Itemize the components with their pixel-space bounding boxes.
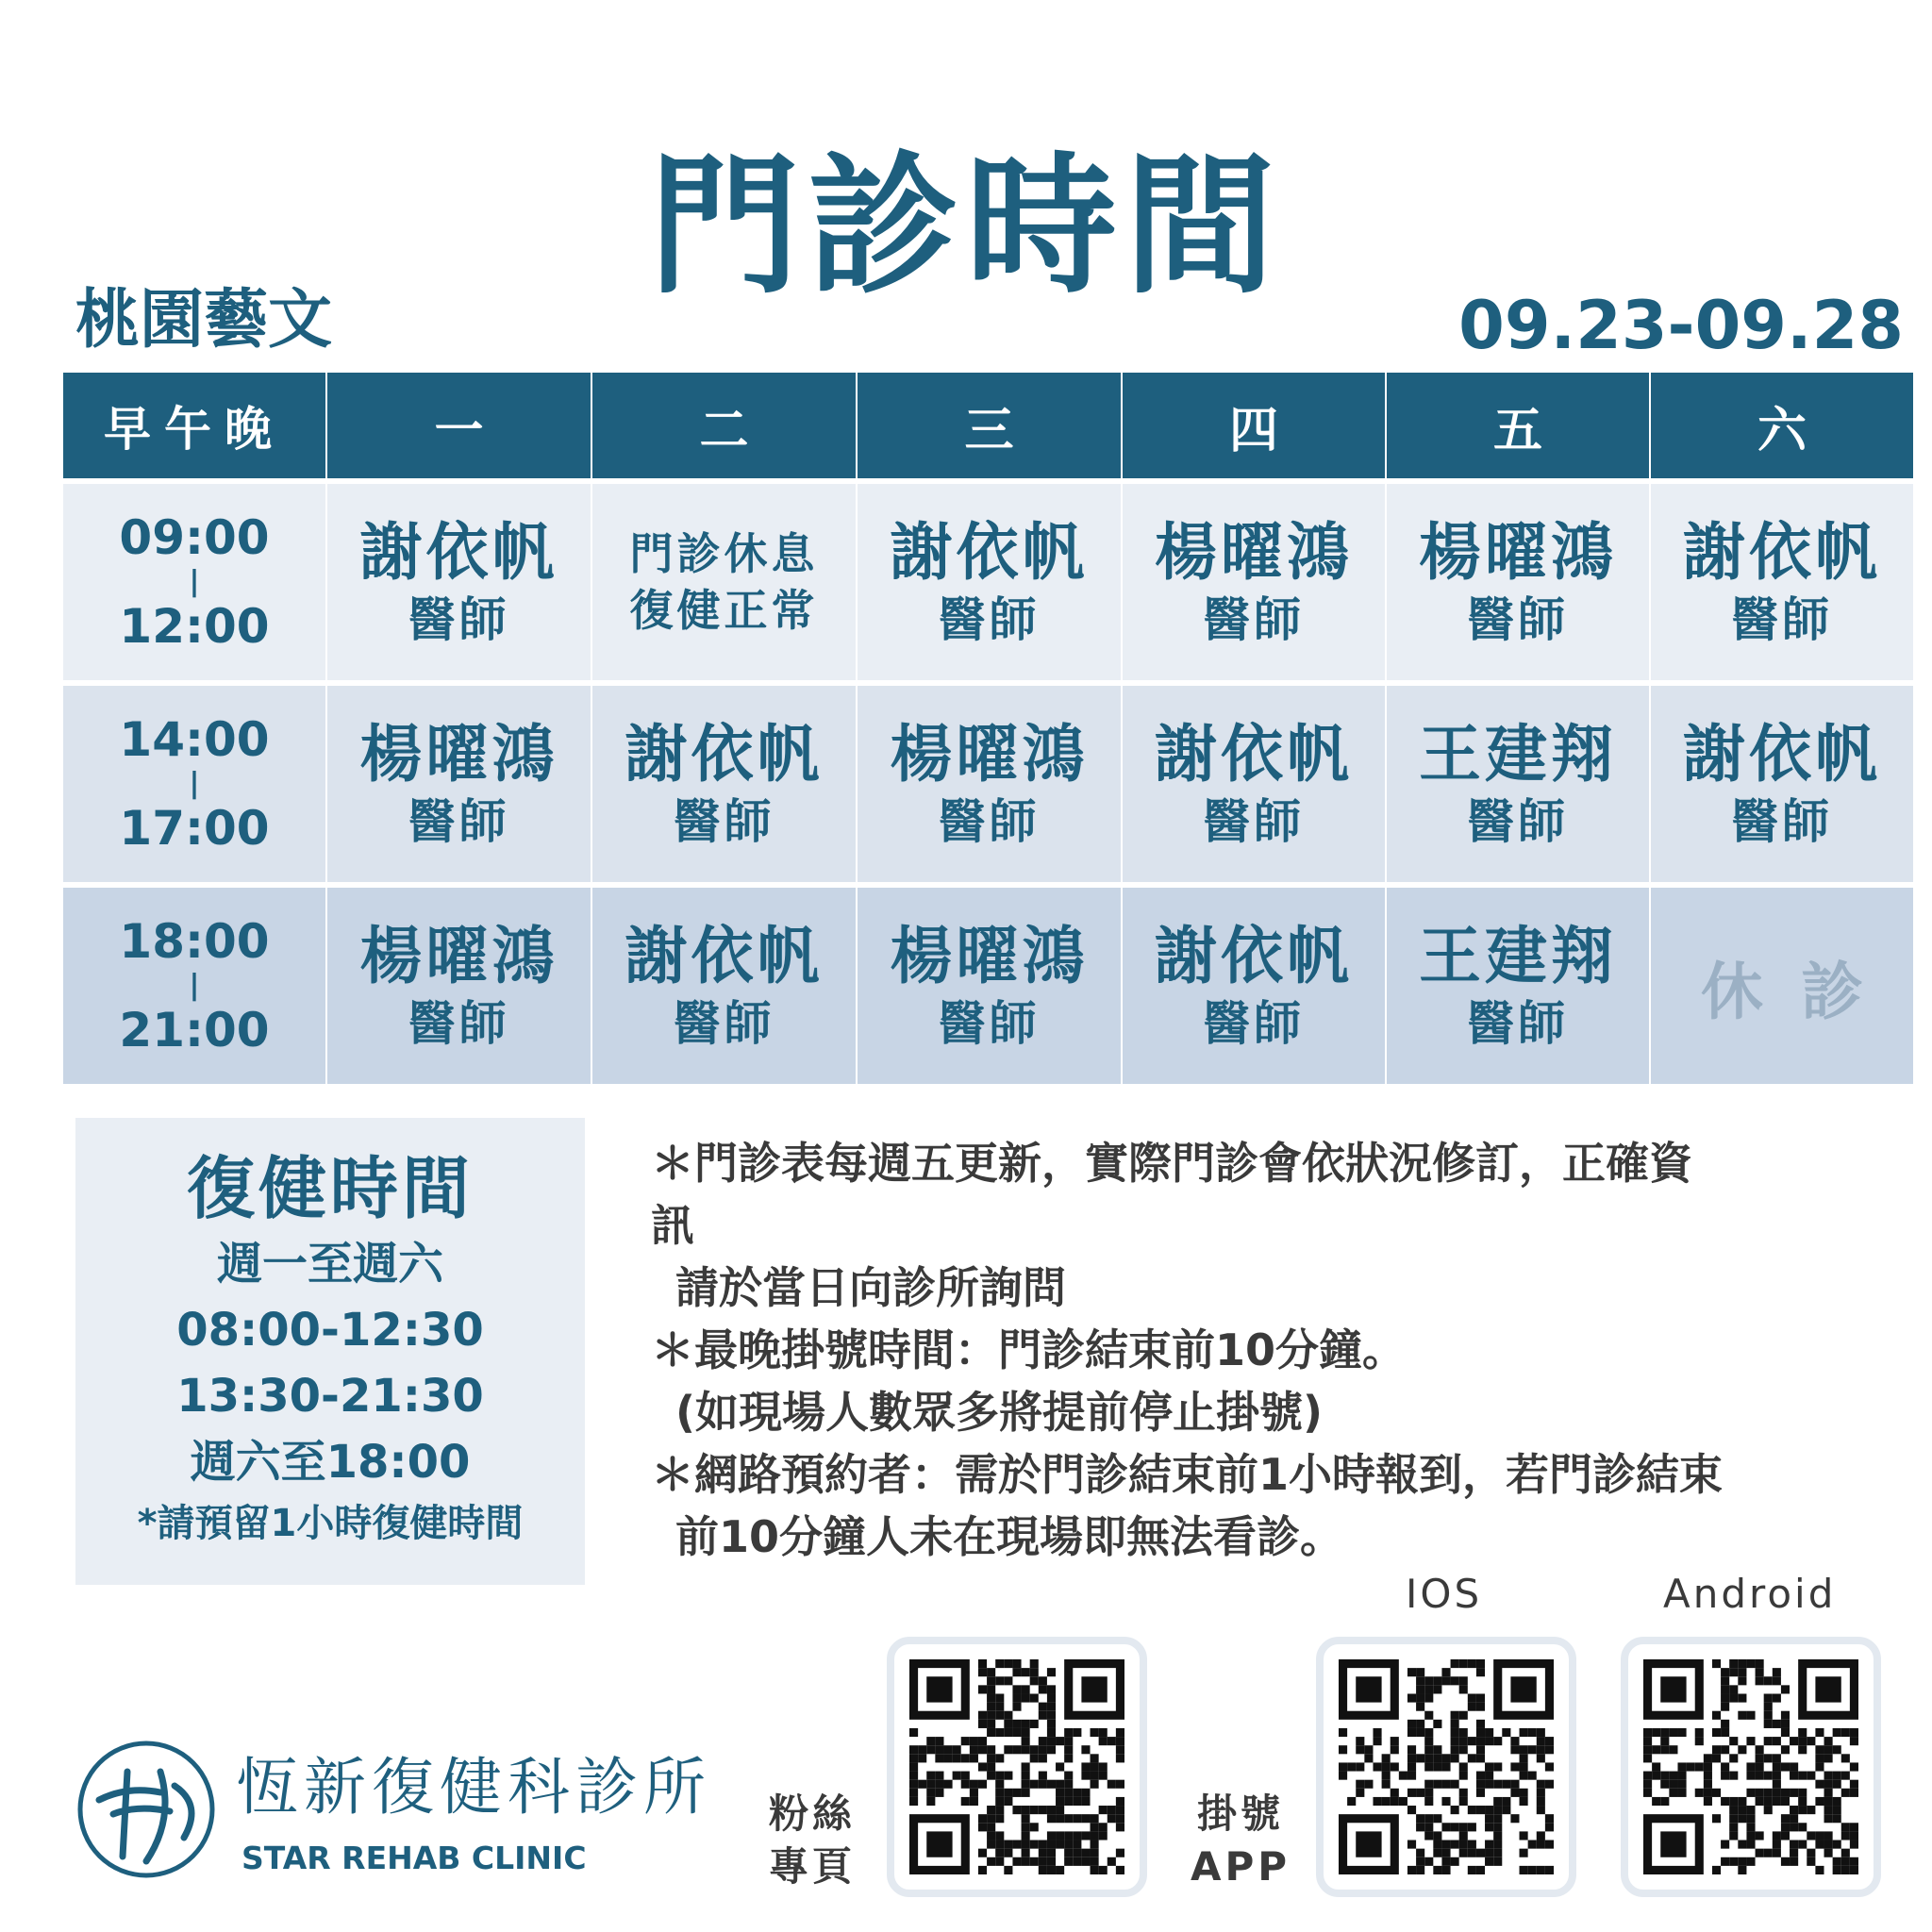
doctor-title: 醫師 bbox=[1467, 794, 1569, 849]
rehab-slot-afternoon: 13:30-21:30 bbox=[176, 1370, 484, 1423]
doctor-title: 醫師 bbox=[673, 996, 775, 1051]
notice-line: ＊門診表每週五更新，實際門診會依狀況修訂，正確資 bbox=[651, 1138, 1692, 1189]
doctor-name: 謝依帆 bbox=[625, 920, 824, 992]
doctor-name: 楊曜鴻 bbox=[1155, 516, 1353, 589]
doctor-title: 醫師 bbox=[408, 794, 510, 849]
schedule-table bbox=[61, 373, 1915, 1084]
doctor-title: 醫師 bbox=[1731, 592, 1833, 647]
doctor-cell bbox=[1122, 885, 1386, 1084]
time-start: 09:00 bbox=[119, 510, 270, 565]
doctor-name: 謝依帆 bbox=[1155, 920, 1353, 992]
notice-line: ＊網路預約者：需於門診結束前1小時報到，若門診結束 bbox=[651, 1449, 1724, 1500]
time-start: 18:00 bbox=[119, 914, 270, 969]
doctor-name: 謝依帆 bbox=[359, 516, 558, 589]
notice-line: 前10分鐘人未在現場即無法看診。 bbox=[675, 1511, 1344, 1562]
time-separator: | bbox=[189, 565, 200, 598]
doctor-title: 醫師 bbox=[1731, 794, 1833, 849]
time-slot bbox=[63, 510, 325, 654]
doctor-name: 王建翔 bbox=[1419, 920, 1617, 992]
doctor-title: 醫師 bbox=[1203, 592, 1305, 647]
doctor-cell bbox=[857, 683, 1122, 885]
rehab-note: *請預留1小時復健時間 bbox=[137, 1502, 524, 1545]
header-day-thu: 四 bbox=[1122, 373, 1386, 481]
doctor-title: 醫師 bbox=[408, 592, 510, 647]
doctor-cell bbox=[1650, 683, 1914, 885]
doctor-cell bbox=[1386, 683, 1650, 885]
doctor-name: 謝依帆 bbox=[1683, 718, 1881, 791]
doctor-cell bbox=[1122, 683, 1386, 885]
header-day-fri: 五 bbox=[1386, 373, 1650, 481]
fanpage-qr-code[interactable] bbox=[887, 1637, 1147, 1897]
qr-code-icon bbox=[909, 1659, 1124, 1874]
doctor-cell bbox=[326, 481, 591, 683]
header-period: 早午晚 bbox=[62, 373, 326, 481]
doctor-cell bbox=[1386, 885, 1650, 1084]
clinic-logo-icon bbox=[71, 1734, 222, 1885]
header-day-wed: 三 bbox=[857, 373, 1122, 481]
notice-line: 訊 bbox=[651, 1200, 694, 1251]
clinic-rest-note: 復健正常 bbox=[629, 585, 819, 636]
android-app-qr-code[interactable] bbox=[1621, 1637, 1881, 1897]
doctor-cell bbox=[1386, 481, 1650, 683]
time-slot-cell bbox=[62, 481, 326, 683]
notice-line: 請於當日向診所詢問 bbox=[675, 1262, 1066, 1313]
page-title: 門診時間 bbox=[648, 138, 1283, 314]
doctor-name: 謝依帆 bbox=[1155, 718, 1353, 791]
time-slot-cell bbox=[62, 885, 326, 1084]
qr-code-icon bbox=[1643, 1659, 1858, 1874]
doctor-cell bbox=[857, 885, 1122, 1084]
rehab-saturday: 週六至18:00 bbox=[190, 1436, 471, 1489]
location-label: 桃園藝文 bbox=[75, 283, 333, 358]
doctor-title: 醫師 bbox=[673, 794, 775, 849]
app-label: 掛號 APP bbox=[1191, 1790, 1291, 1890]
notice-line: ＊最晚掛號時間：門診結束前10分鐘。 bbox=[651, 1324, 1407, 1375]
notice-line: (如現場人數眾多將提前停止掛號) bbox=[675, 1387, 1324, 1438]
doctor-name: 王建翔 bbox=[1419, 718, 1617, 791]
doctor-title: 醫師 bbox=[1203, 794, 1305, 849]
header-day-sat: 六 bbox=[1650, 373, 1914, 481]
doctor-title: 醫師 bbox=[1467, 996, 1569, 1051]
clinic-name: 恆新復健科診所 bbox=[236, 1751, 711, 1824]
schedule-row bbox=[62, 683, 1914, 885]
doctor-title: 醫師 bbox=[408, 996, 510, 1051]
schedule-body bbox=[62, 481, 1914, 1084]
closed-label: 休診 bbox=[1701, 955, 1901, 1028]
clinic-rest-cell bbox=[591, 481, 857, 683]
doctor-name: 謝依帆 bbox=[625, 718, 824, 791]
doctor-name: 楊曜鴻 bbox=[890, 920, 1089, 992]
doctor-cell bbox=[1122, 481, 1386, 683]
doctor-name: 謝依帆 bbox=[1683, 516, 1881, 589]
qr-code-icon bbox=[1339, 1659, 1554, 1874]
doctor-name: 謝依帆 bbox=[890, 516, 1089, 589]
doctor-title: 醫師 bbox=[938, 794, 1041, 849]
notice-list bbox=[651, 1132, 1868, 1568]
doctor-cell bbox=[591, 885, 857, 1084]
doctor-cell bbox=[326, 683, 591, 885]
time-end: 12:00 bbox=[119, 599, 270, 654]
clinic-rest-note: 門診休息 bbox=[629, 528, 819, 579]
doctor-title: 醫師 bbox=[1467, 592, 1569, 647]
doctor-title: 醫師 bbox=[938, 592, 1041, 647]
doctor-cell bbox=[1650, 481, 1914, 683]
schedule-row bbox=[62, 885, 1914, 1084]
time-start: 14:00 bbox=[119, 712, 270, 767]
date-range: 09.23-09.28 bbox=[1458, 287, 1904, 364]
closed-cell bbox=[1650, 885, 1914, 1084]
time-end: 21:00 bbox=[119, 1003, 270, 1058]
time-slot bbox=[63, 914, 325, 1058]
rehab-slot-morning: 08:00-12:30 bbox=[176, 1304, 484, 1357]
ios-app-qr-code[interactable] bbox=[1316, 1637, 1576, 1897]
schedule-header-row bbox=[62, 373, 1914, 481]
time-separator: | bbox=[189, 767, 200, 800]
rehab-title: 復健時間 bbox=[186, 1149, 474, 1228]
doctor-cell bbox=[857, 481, 1122, 683]
header-day-mon: 一 bbox=[326, 373, 591, 481]
doctor-name: 楊曜鴻 bbox=[359, 718, 558, 791]
header-day-tue: 二 bbox=[591, 373, 857, 481]
rehab-days: 週一至週六 bbox=[216, 1238, 443, 1291]
time-end: 17:00 bbox=[119, 801, 270, 856]
time-separator: | bbox=[189, 969, 200, 1002]
rehab-hours-panel bbox=[75, 1118, 585, 1585]
time-slot-cell bbox=[62, 683, 326, 885]
doctor-cell bbox=[326, 885, 591, 1084]
doctor-name: 楊曜鴻 bbox=[890, 718, 1089, 791]
android-label: Android bbox=[1663, 1571, 1837, 1617]
schedule-row bbox=[62, 481, 1914, 683]
time-slot bbox=[63, 712, 325, 856]
clinic-english-name: STAR REHAB CLINIC bbox=[242, 1840, 587, 1876]
doctor-cell bbox=[591, 683, 857, 885]
doctor-title: 醫師 bbox=[938, 996, 1041, 1051]
ios-label: IOS bbox=[1406, 1571, 1483, 1617]
doctor-name: 楊曜鴻 bbox=[359, 920, 558, 992]
fanpage-label: 粉絲 專頁 bbox=[769, 1790, 857, 1890]
doctor-title: 醫師 bbox=[1203, 996, 1305, 1051]
doctor-name: 楊曜鴻 bbox=[1419, 516, 1617, 589]
